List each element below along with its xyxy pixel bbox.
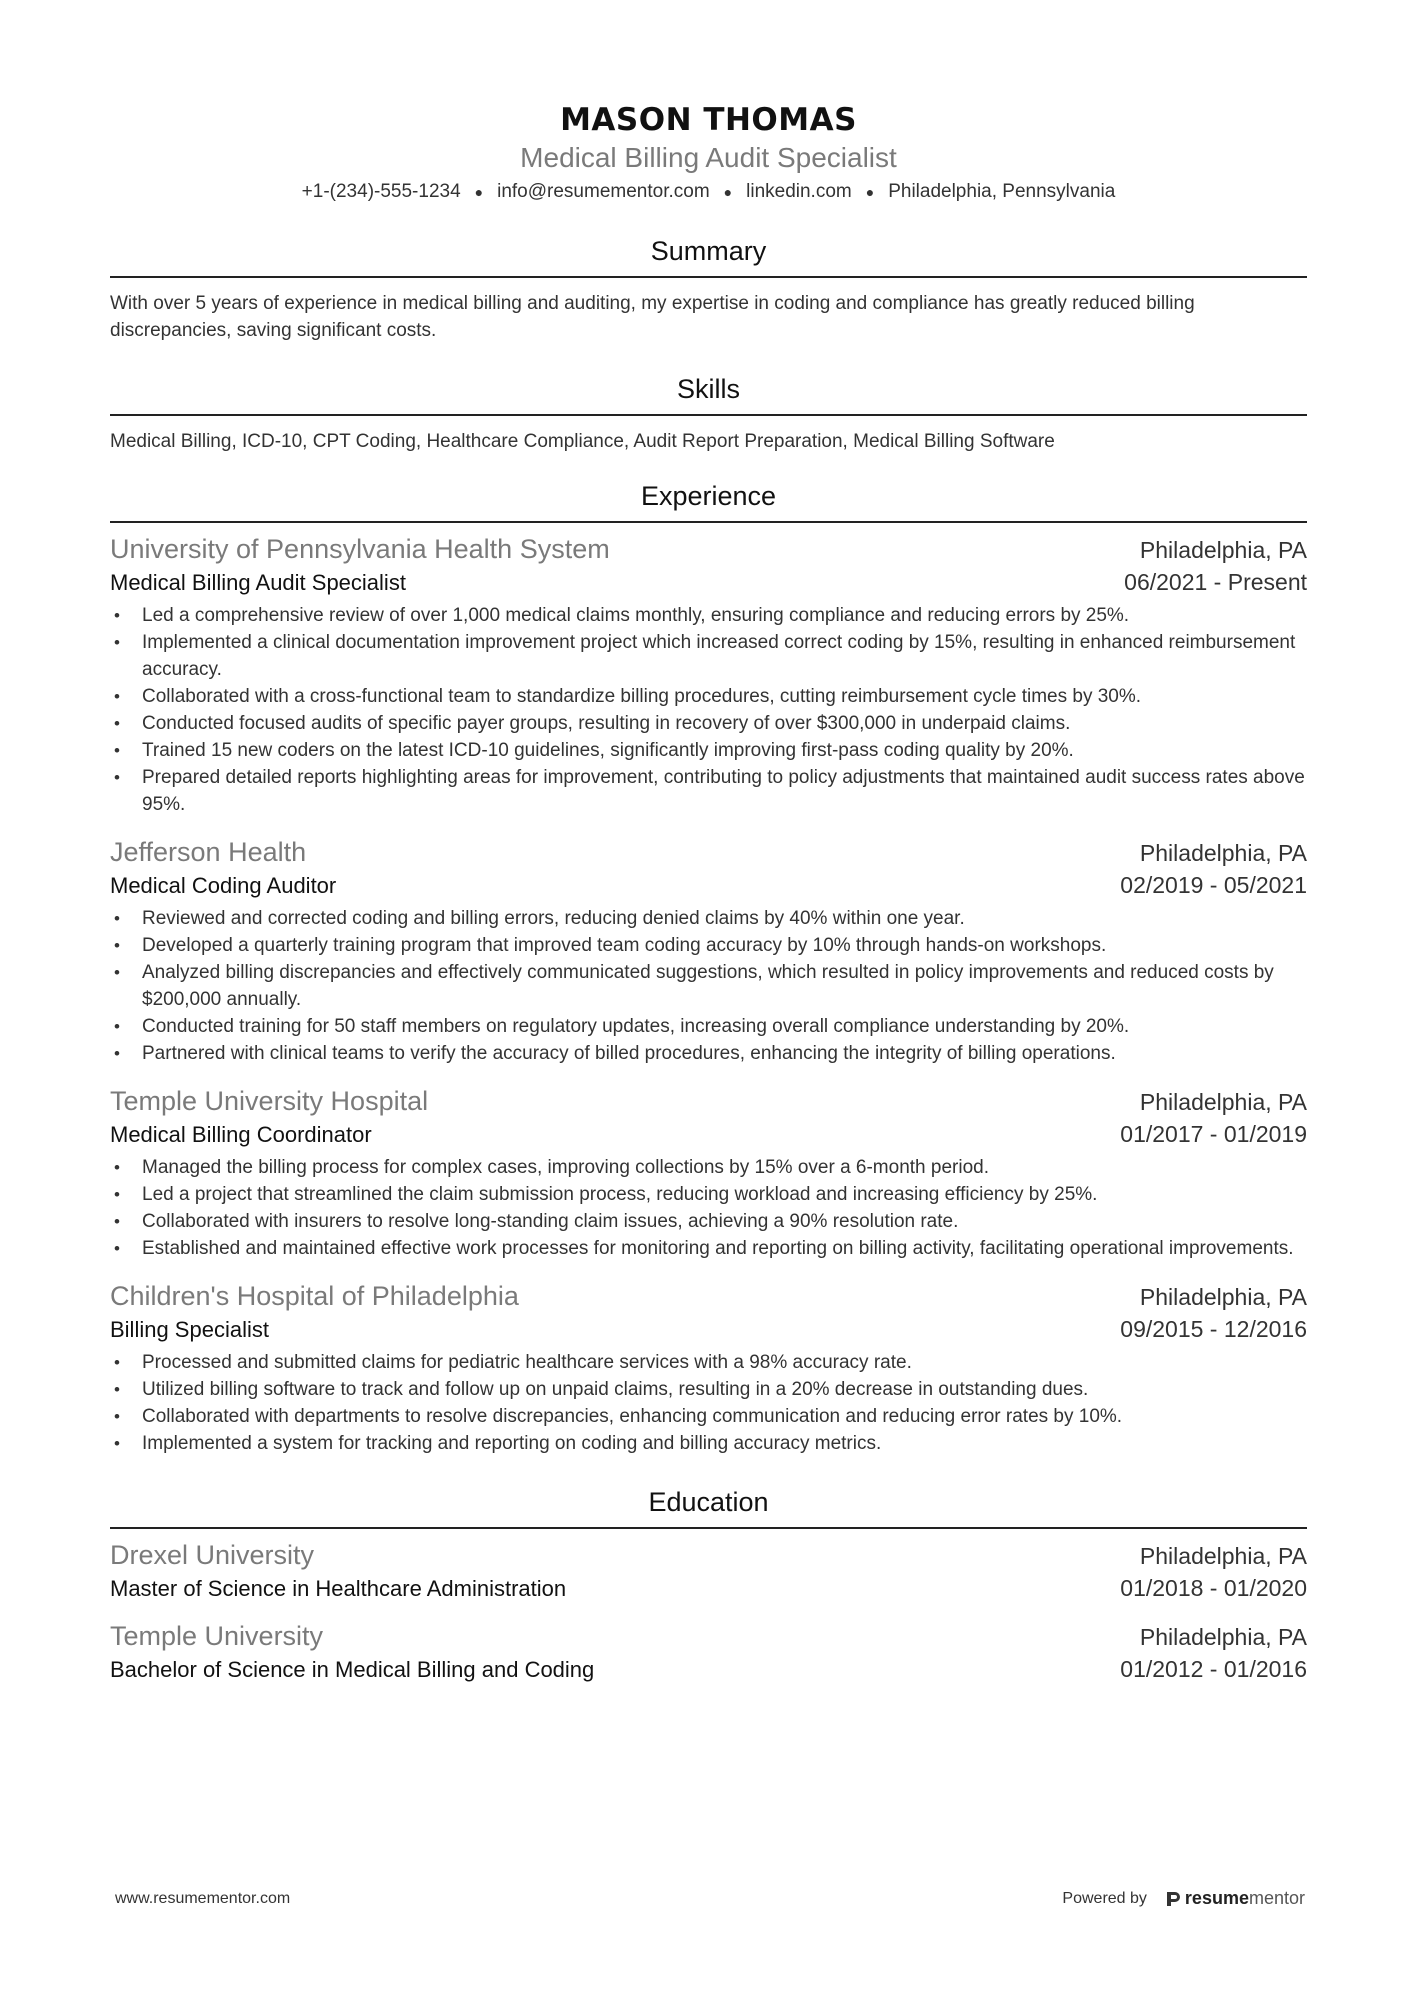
education-entry [110,1618,1307,1685]
contact-phone: +1-(234)-555-1234 [301,181,461,203]
job-role-row [110,870,1307,901]
job-bullet: • Utilized billing software to track and follow up on unpaid claims, resulting in a 20% decrease in outstanding dues. [110,1376,1307,1403]
summary-text: With over 5 years of experience in medical billing and auditing, my expertise in coding and compliance has greatly reduced billing discrepancies, saving significant costs. [110,293,1195,342]
powered-by-label: Powered by [1062,1889,1147,1907]
job-role-row [110,1314,1307,1345]
job-bullet: • Managed the billing process for complex cases, improving collections by 15% over a 6-month period. [110,1154,1307,1181]
job-bullets [110,905,1307,1067]
job-bullet: • Implemented a clinical documentation improvement project which increased correct coding by 15%, resulting in enhanced reimbursement accuracy. [110,629,1307,683]
job-bullet: • Developed a quarterly training program that improved team coding accuracy by 10% through hands-on workshops. [110,932,1307,959]
contact-email[interactable]: info@resumementor.com [497,181,710,203]
edu-header-row [110,1537,1307,1573]
contact-location: Philadelphia, Pennsylvania [888,181,1116,203]
job-header-row [110,531,1307,567]
contact-linkedin[interactable]: linkedin.com [746,181,852,203]
job-role: Billing Specialist [110,1317,269,1343]
job-dates: 02/2019 - 05/2021 [1120,872,1307,899]
job-role-row [110,567,1307,598]
edu-location: Philadelphia, PA [1139,1543,1307,1570]
job-location: Philadelphia, PA [1139,1284,1307,1311]
summary-section [110,234,1307,344]
job-location: Philadelphia, PA [1139,1089,1307,1116]
bullet-separator: ● [865,184,875,200]
footer [115,1888,1305,1909]
job-bullet: • Conducted training for 50 staff members on regulatory updates, increasing overall compliance understanding by 20%. [110,1013,1307,1040]
edu-header-row [110,1618,1307,1654]
job-bullet: • Implemented a system for tracking and reporting on coding and billing accuracy metrics. [110,1430,1307,1457]
job-organization: Children's Hospital of Philadelphia [110,1281,519,1312]
job-role: Medical Coding Auditor [110,873,337,899]
brand-bold: resume [1184,1888,1249,1908]
job-header-row [110,1083,1307,1119]
job-dates: 09/2015 - 12/2016 [1120,1316,1307,1343]
job-role: Medical Billing Audit Specialist [110,570,406,596]
education-section [110,1485,1307,1685]
job-bullet: • Analyzed billing discrepancies and effectively communicated suggestions, which resulted in policy improvements and reduced costs by $200,000 annually. [110,959,1307,1013]
jobs-list [110,531,1307,1457]
edu-degree-row [110,1573,1307,1604]
footer-url[interactable]: www.resumementor.com [115,1889,291,1907]
job-role-row [110,1119,1307,1150]
job-dates: 01/2017 - 01/2019 [1120,1121,1307,1148]
job-bullet: • Reviewed and corrected coding and billing errors, reducing denied claims by 40% within one year. [110,905,1307,932]
job-bullets [110,1349,1307,1457]
job-entry [110,834,1307,1067]
job-header-row [110,834,1307,870]
job-role: Medical Billing Coordinator [110,1122,372,1148]
job-organization: Jefferson Health [110,837,307,868]
contact-line [110,178,1307,206]
job-bullets [110,1154,1307,1262]
education-entry [110,1537,1307,1604]
job-bullet: • Led a project that streamlined the claim submission process, reducing workload and increasing efficiency by 25%. [110,1181,1307,1208]
job-bullet: • Partnered with clinical teams to verify the accuracy of billed procedures, enhancing the integrity of billing operations. [110,1040,1307,1067]
edu-location: Philadelphia, PA [1139,1624,1307,1651]
skills-heading: Skills [110,372,1307,416]
job-bullet: • Led a comprehensive review of over 1,000 medical claims monthly, ensuring compliance and reducing errors by 25%. [110,602,1307,629]
summary-heading: Summary [110,234,1307,278]
job-entry [110,1083,1307,1262]
job-bullet: • Prepared detailed reports highlighting areas for improvement, contributing to policy adjustments that maintained audit success rates above 95%. [110,764,1307,818]
edu-degree: Master of Science in Healthcare Administration [110,1576,567,1602]
experience-heading: Experience [110,479,1307,523]
job-bullet: • Processed and submitted claims for pediatric healthcare services with a 98% accuracy rate. [110,1349,1307,1376]
job-bullet: • Collaborated with departments to resolve discrepancies, enhancing communication and reducing error rates by 10%. [110,1403,1307,1430]
candidate-title: Medical Billing Audit Specialist [520,142,897,173]
skills-text: Medical Billing, ICD-10, CPT Coding, Healthcare Compliance, Audit Report Preparation, Medical Billing Software [110,431,1055,453]
job-bullet: • Collaborated with insurers to resolve long-standing claim issues, achieving a 90% resolution rate. [110,1208,1307,1235]
bullet-separator: ● [723,184,733,200]
job-dates: 06/2021 - Present [1124,569,1307,596]
edu-school: Temple University [110,1621,324,1652]
brand-light: mentor [1248,1888,1305,1908]
brand-logo[interactable] [1165,1888,1305,1909]
edu-dates: 01/2012 - 01/2016 [1120,1656,1307,1683]
edu-degree: Bachelor of Science in Medical Billing and Coding [110,1657,595,1683]
skills-section [110,372,1307,455]
job-organization: University of Pennsylvania Health System [110,534,610,565]
job-organization: Temple University Hospital [110,1086,429,1117]
experience-section [110,479,1307,1457]
job-bullets [110,602,1307,818]
job-location: Philadelphia, PA [1139,840,1307,867]
job-entry [110,531,1307,818]
edu-dates: 01/2018 - 01/2020 [1120,1575,1307,1602]
job-entry [110,1278,1307,1457]
education-list [110,1537,1307,1685]
edu-school: Drexel University [110,1540,315,1571]
resume-page [110,100,1307,1685]
job-bullet: • Conducted focused audits of specific payer groups, resulting in recovery of over $300,000 in underpaid claims. [110,710,1307,737]
candidate-name: MASON THOMAS [560,102,857,138]
bullet-separator: ● [474,184,484,200]
job-bullet: • Trained 15 new coders on the latest ICD-10 guidelines, significantly improving first-pass coding quality by 20%. [110,737,1307,764]
job-bullet: • Established and maintained effective work processes for monitoring and reporting on billing activity, facilitating operational improvements. [110,1235,1307,1262]
job-header-row [110,1278,1307,1314]
edu-degree-row [110,1654,1307,1685]
resumementor-logo-icon [1165,1890,1181,1908]
job-bullet: • Collaborated with a cross-functional team to standardize billing procedures, cutting reimbursement cycle times by 30%. [110,683,1307,710]
education-heading: Education [110,1485,1307,1529]
job-location: Philadelphia, PA [1139,537,1307,564]
powered-by [1062,1888,1305,1909]
